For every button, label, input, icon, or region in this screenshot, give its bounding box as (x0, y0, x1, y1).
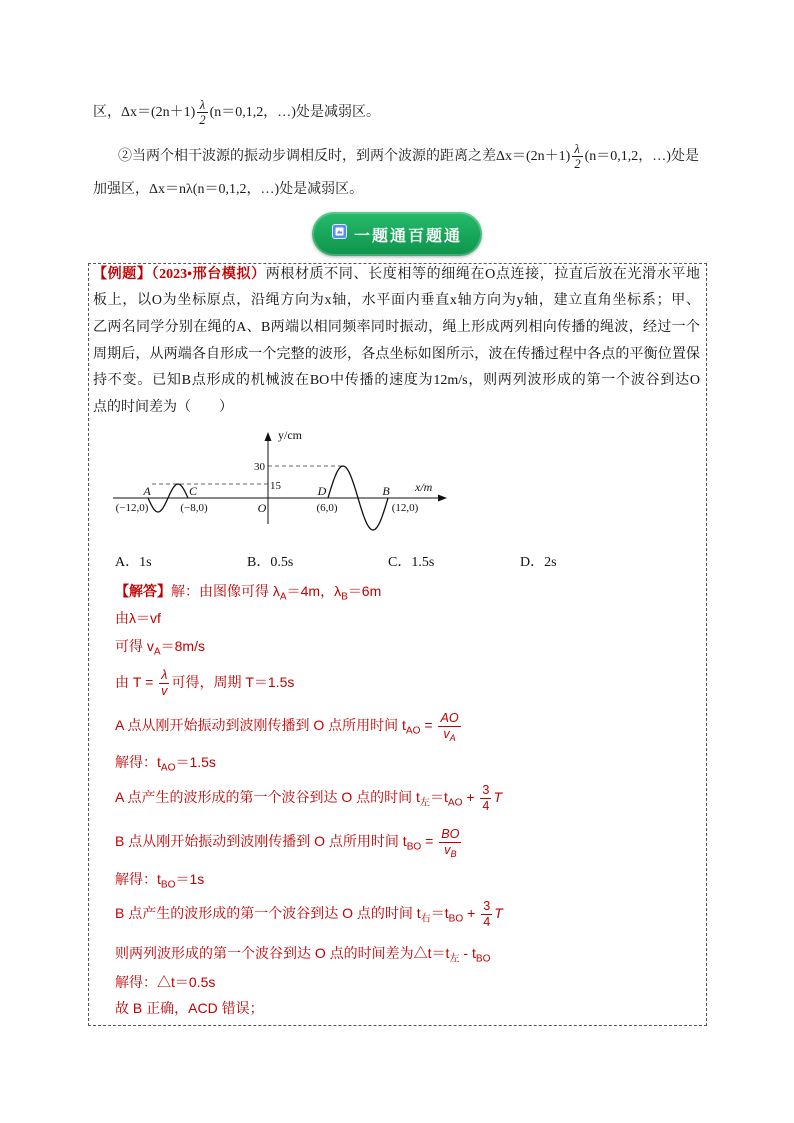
point-c-coordinate: (−8,0) (180, 502, 208, 514)
subscript: 左 (419, 797, 430, 809)
solution-line-2: 由λ＝vf (115, 610, 161, 626)
intro-line-2-start: ②当两个相干波源的振动步调相反时，到两个波源的距离之差Δx＝(2n＋1) (118, 149, 571, 164)
lambda-over-v-fraction (159, 668, 169, 698)
solution-text: ＝t (430, 789, 448, 805)
fraction-denominator: 2 (574, 157, 581, 172)
fraction-numerator: AO (440, 711, 459, 726)
solution-text: 则两列波形成的第一个波谷到达 O 点的时间差为△t＝t (115, 945, 450, 961)
tick-label-30: 30 (254, 461, 265, 473)
subscript: A (153, 646, 161, 658)
subscript: AO (447, 797, 463, 809)
solution-line-6 (115, 749, 216, 775)
subscript: A (279, 591, 287, 603)
fraction-denominator (438, 727, 460, 741)
fraction-denominator: v (161, 683, 168, 698)
intro-line-3: 加强区，Δx＝nλ(n＝0,1,2，…)处是减弱区。 (93, 182, 364, 197)
solution-text: + (463, 905, 480, 921)
point-a-coordinate: (−12,0) (115, 502, 149, 514)
solution-line-10 (115, 893, 503, 933)
solution-line-3 (115, 633, 205, 659)
point-d-label: D (317, 484, 327, 498)
bo-over-vb-fraction (439, 827, 461, 857)
intro-line-2-end: (n＝0,1,2，…)处是 (584, 149, 699, 164)
intro-line-1-start: 区，Δx＝(2n＋1) (93, 105, 196, 120)
point-a-label: A (143, 484, 151, 498)
fraction-denominator: 4 (482, 798, 490, 813)
solution-line-8 (115, 821, 463, 861)
option-b: B．0.5s (247, 555, 294, 570)
solution-text: 由 T = (115, 674, 158, 690)
fraction-numerator: λ (197, 98, 207, 113)
solution-line-1 (115, 578, 381, 604)
solution-text: 可得，周期 T＝1.5s (171, 674, 295, 690)
y-axis-label: y/cm (278, 428, 302, 442)
point-c-label: C (188, 484, 198, 498)
section-banner (312, 212, 482, 256)
problem-line-2: 板上，以O为坐标原点，沿绳方向为x轴，水平面内垂直x轴方向为y轴，建立直角坐标系；甲、 (93, 293, 700, 308)
solution-text: + (462, 789, 479, 805)
subscript: B (341, 591, 348, 603)
banner-label: 一题通百题通 (353, 227, 462, 245)
solution-text: λ (272, 583, 280, 599)
subscript: BO (475, 953, 491, 965)
fraction-numerator: 3 (483, 899, 491, 914)
fraction-denominator (439, 843, 461, 857)
tick-label-15: 15 (270, 480, 281, 492)
x-axis-label: x/m (415, 480, 433, 494)
intro-line-2 (118, 137, 698, 177)
problem-line-6: 点的时间差为（ ） (93, 400, 233, 415)
subscript: AO (405, 725, 421, 737)
solution-text: = (421, 833, 438, 849)
solution-line-13: 故 B 正确，ACD 错误； (115, 1000, 264, 1016)
solution-text: 解得：t (115, 871, 161, 887)
three-quarters-fraction (481, 899, 492, 929)
point-b-label: B (382, 484, 390, 498)
period-symbol: T (494, 905, 503, 921)
solution-text: 解得：t (115, 754, 161, 770)
wave-diagram (100, 420, 450, 545)
solution-text: 可得 v (115, 638, 154, 654)
solution-text: ＝4m，λ (286, 583, 342, 599)
problem-line-1 (93, 262, 700, 288)
example-source: （2023•邢台模拟） (151, 267, 266, 282)
ao-over-va-fraction (438, 711, 460, 741)
option-c: C．1.5s (388, 555, 435, 570)
example-tag: 【例题】 (93, 267, 152, 282)
solution-text: A 点从刚开始振动到波刚传播到 O 点所用时间 t (115, 717, 406, 733)
solution-text: ＝8m/s (160, 638, 205, 654)
three-quarters-fraction (480, 783, 491, 813)
solution-line-7 (115, 777, 502, 817)
subscript: AO (160, 762, 176, 774)
subscript: A (449, 732, 456, 743)
solution-tag: 【解答】 (115, 583, 171, 599)
denominator-text: v (443, 726, 450, 741)
problem-line-5: 持不变。已知B点形成的机械波在BO中传播的速度为12m/s，则两列波形成的第一个波谷到达O (93, 373, 700, 388)
intro-line-1 (93, 93, 380, 133)
origin-label: O (257, 501, 267, 515)
problem-line-3: 乙两名同学分别在绳的A、B两端以相同频率同时振动，绳上形成两列相向传播的绳波，经过一个 (93, 320, 700, 335)
fraction-denominator: 2 (199, 113, 206, 128)
subscript: 右 (420, 913, 431, 925)
lambda-over-2-fraction (197, 98, 207, 128)
problem-text: 两根材质不同、长度相等的细绳在O点连接，拉直后放在光滑水平地 (265, 267, 701, 282)
solution-text: A 点产生的波形成的第一个波谷到达 O 点的时间 t (115, 789, 420, 805)
subscript: BO (406, 841, 422, 853)
solution-text: ＝t (430, 905, 449, 921)
fraction-numerator: λ (572, 142, 582, 157)
solution-text: = (420, 717, 437, 733)
fraction-denominator: 4 (483, 914, 491, 929)
fraction-numerator: BO (441, 827, 460, 842)
solution-line-4 (115, 662, 294, 702)
x-axis-arrow (438, 495, 447, 502)
solution-text: ＝1s (175, 871, 205, 887)
solution-text: - t (459, 945, 476, 961)
point-b-coordinate: (12,0) (391, 502, 419, 514)
fraction-numerator: λ (159, 668, 169, 683)
subscript: BO (160, 879, 176, 891)
solution-text: 解：由图像可得 (171, 583, 273, 599)
solution-line-9 (115, 866, 204, 892)
badge-icon (332, 224, 347, 244)
subscript: 左 (449, 953, 460, 965)
solution-text: ＝6m (347, 583, 382, 599)
period-symbol: T (493, 789, 502, 805)
subscript: B (450, 848, 457, 859)
solution-line-11 (115, 940, 490, 966)
solution-text: B 点从刚开始振动到波刚传播到 O 点所用时间 t (115, 833, 407, 849)
option-d: D．2s (520, 555, 557, 570)
intro-line-1-end: (n＝0,1,2，…)处是减弱区。 (209, 105, 380, 120)
y-axis-arrow (265, 432, 272, 441)
point-d-coordinate: (6,0) (316, 502, 338, 514)
solution-text: ＝1.5s (175, 754, 216, 770)
lambda-over-2-fraction (572, 142, 582, 172)
solution-line-12: 解得：△t＝0.5s (115, 974, 216, 990)
solution-line-5 (115, 705, 463, 745)
denominator-text: v (444, 842, 451, 857)
option-a: A．1s (115, 555, 152, 570)
solution-text: B 点产生的波形成的第一个波谷到达 O 点的时间 t (115, 905, 421, 921)
problem-line-4: 周期后，从两端各自形成一个完整的波形，各点坐标如图所示，波在传播过程中各点的平衡位置保 (93, 347, 700, 362)
fraction-numerator: 3 (482, 783, 490, 798)
subscript: BO (448, 913, 464, 925)
